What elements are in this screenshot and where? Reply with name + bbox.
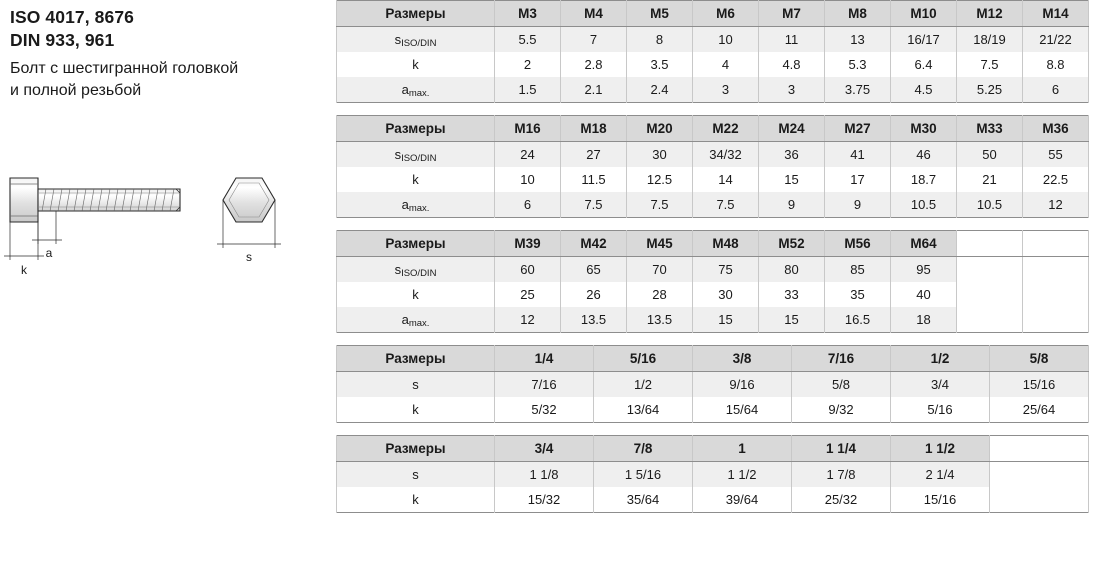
cell: 50 [957, 142, 1023, 168]
table-wrapper-metric-2 [336, 115, 1104, 218]
header-dimensions: Размеры [337, 116, 495, 142]
cell: 18.7 [891, 167, 957, 192]
col-header: M48 [693, 231, 759, 257]
table-row [337, 307, 1089, 333]
cell: 10 [693, 27, 759, 53]
cell: 13.5 [561, 307, 627, 333]
table-row [337, 487, 1089, 513]
cell: 5.3 [825, 52, 891, 77]
cell: 11 [759, 27, 825, 53]
col-header: M12 [957, 1, 1023, 27]
cell: 14 [693, 167, 759, 192]
cell: 5/16 [891, 397, 990, 423]
cell: 28 [627, 282, 693, 307]
col-header: M56 [825, 231, 891, 257]
col-header: M3 [495, 1, 561, 27]
row-label-s: s [337, 462, 495, 488]
table-row [337, 397, 1089, 423]
header-dimensions: Размеры [337, 231, 495, 257]
header-dimensions: Размеры [337, 1, 495, 27]
table-row [337, 167, 1089, 192]
cell: 10.5 [891, 192, 957, 218]
cell: 12.5 [627, 167, 693, 192]
cell-empty [1023, 282, 1089, 307]
cell: 4 [693, 52, 759, 77]
cell: 85 [825, 257, 891, 283]
cell: 46 [891, 142, 957, 168]
col-header: M7 [759, 1, 825, 27]
cell-empty [990, 462, 1089, 488]
col-header: M39 [495, 231, 561, 257]
cell: 1/2 [594, 372, 693, 398]
cell: 5/8 [792, 372, 891, 398]
cell: 15/16 [891, 487, 990, 513]
cell: 11.5 [561, 167, 627, 192]
table-header-row [337, 1, 1089, 27]
cell: 9/16 [693, 372, 792, 398]
cell: 15 [759, 167, 825, 192]
cell: 34/32 [693, 142, 759, 168]
col-header: 5/8 [990, 346, 1089, 372]
description-line-2: и полной резьбой [10, 82, 142, 99]
cell: 24 [495, 142, 561, 168]
cell: 21/22 [1023, 27, 1089, 53]
cell: 25/64 [990, 397, 1089, 423]
cell: 13.5 [627, 307, 693, 333]
header-dimensions: Размеры [337, 436, 495, 462]
row-label-s-iso-din: sISO/DIN [337, 257, 495, 283]
cell: 22.5 [1023, 167, 1089, 192]
cell-empty [1023, 257, 1089, 283]
table-wrapper-metric-3 [336, 230, 1104, 333]
col-header: M8 [825, 1, 891, 27]
cell: 35/64 [594, 487, 693, 513]
col-header: M36 [1023, 116, 1089, 142]
cell: 10.5 [957, 192, 1023, 218]
cell: 40 [891, 282, 957, 307]
table-row [337, 27, 1089, 53]
cell: 15 [759, 307, 825, 333]
cell: 7.5 [627, 192, 693, 218]
col-header: 1 1/4 [792, 436, 891, 462]
table-row [337, 142, 1089, 168]
cell: 13 [825, 27, 891, 53]
table-inch-quarter-to-five-eighths [336, 345, 1089, 423]
cell-empty [957, 282, 1023, 307]
row-label-k: k [337, 52, 495, 77]
cell: 5.25 [957, 77, 1023, 103]
cell: 60 [495, 257, 561, 283]
col-header: 1/2 [891, 346, 990, 372]
table-metric-m39-m64 [336, 230, 1089, 333]
header-dimensions: Размеры [337, 346, 495, 372]
cell: 30 [693, 282, 759, 307]
cell: 17 [825, 167, 891, 192]
cell: 1 1/8 [495, 462, 594, 488]
cell: 1 5/16 [594, 462, 693, 488]
col-header: M6 [693, 1, 759, 27]
col-header: M20 [627, 116, 693, 142]
cell: 41 [825, 142, 891, 168]
cell: 30 [627, 142, 693, 168]
cell: 6 [495, 192, 561, 218]
cell: 9/32 [792, 397, 891, 423]
col-header-empty [957, 231, 1023, 257]
left-info-panel [0, 0, 336, 566]
cell-empty [957, 307, 1023, 333]
col-header: M45 [627, 231, 693, 257]
col-header: 3/4 [495, 436, 594, 462]
dimension-label-s: s [246, 250, 252, 264]
row-label-k: k [337, 487, 495, 513]
cell: 25 [495, 282, 561, 307]
table-wrapper-inch-1 [336, 345, 1104, 423]
standard-line-1: ISO 4017, 8676 [10, 7, 134, 27]
cell: 16.5 [825, 307, 891, 333]
table-inch-three-quarters-to-one-and-half [336, 435, 1089, 513]
cell: 39/64 [693, 487, 792, 513]
cell: 6 [1023, 77, 1089, 103]
cell: 16/17 [891, 27, 957, 53]
cell: 9 [759, 192, 825, 218]
cell: 5.5 [495, 27, 561, 53]
row-label-s-iso-din: sISO/DIN [337, 27, 495, 53]
row-label-s-iso-din: sISO/DIN [337, 142, 495, 168]
row-label-k: k [337, 397, 495, 423]
col-header: M24 [759, 116, 825, 142]
cell-empty [990, 487, 1089, 513]
title-block [10, 6, 336, 102]
col-header: 1/4 [495, 346, 594, 372]
table-header-row [337, 346, 1089, 372]
table-row [337, 192, 1089, 218]
cell: 7.5 [693, 192, 759, 218]
dimension-tables [336, 0, 1104, 525]
cell: 27 [561, 142, 627, 168]
col-header: M33 [957, 116, 1023, 142]
cell: 26 [561, 282, 627, 307]
col-header: 7/16 [792, 346, 891, 372]
col-header: M5 [627, 1, 693, 27]
col-header: 5/16 [594, 346, 693, 372]
cell: 75 [693, 257, 759, 283]
table-row [337, 462, 1089, 488]
table-row [337, 52, 1089, 77]
cell: 3/4 [891, 372, 990, 398]
table-wrapper-metric-1 [336, 0, 1104, 103]
cell: 18/19 [957, 27, 1023, 53]
cell: 3 [759, 77, 825, 103]
col-header: M64 [891, 231, 957, 257]
table-header-row [337, 231, 1089, 257]
col-header-empty [1023, 231, 1089, 257]
cell: 9 [825, 192, 891, 218]
cell: 4.8 [759, 52, 825, 77]
col-header: M52 [759, 231, 825, 257]
cell: 13/64 [594, 397, 693, 423]
cell: 7/16 [495, 372, 594, 398]
cell: 36 [759, 142, 825, 168]
cell: 80 [759, 257, 825, 283]
row-label-a-max: amax. [337, 192, 495, 218]
cell: 1.5 [495, 77, 561, 103]
col-header: 1 [693, 436, 792, 462]
bolt-technical-drawing [4, 160, 334, 280]
cell: 15/32 [495, 487, 594, 513]
table-wrapper-inch-2 [336, 435, 1104, 513]
cell: 1 1/2 [693, 462, 792, 488]
cell: 33 [759, 282, 825, 307]
col-header: M27 [825, 116, 891, 142]
row-label-s: s [337, 372, 495, 398]
cell: 95 [891, 257, 957, 283]
bolt-hex-head-view [223, 178, 275, 222]
row-label-k: k [337, 167, 495, 192]
cell: 25/32 [792, 487, 891, 513]
cell: 3.75 [825, 77, 891, 103]
standard-line-2: DIN 933, 961 [10, 30, 115, 50]
col-header: M22 [693, 116, 759, 142]
table-metric-m3-m14 [336, 0, 1089, 103]
cell: 2 1/4 [891, 462, 990, 488]
bolt-side-view [10, 178, 180, 222]
table-row [337, 282, 1089, 307]
cell: 8 [627, 27, 693, 53]
cell: 12 [495, 307, 561, 333]
cell: 8.8 [1023, 52, 1089, 77]
cell: 3 [693, 77, 759, 103]
cell: 55 [1023, 142, 1089, 168]
cell: 12 [1023, 192, 1089, 218]
cell: 65 [561, 257, 627, 283]
cell: 7.5 [561, 192, 627, 218]
cell: 21 [957, 167, 1023, 192]
cell: 2.1 [561, 77, 627, 103]
cell: 70 [627, 257, 693, 283]
dimension-label-k: k [21, 263, 27, 277]
cell: 15/16 [990, 372, 1089, 398]
table-row [337, 77, 1089, 103]
cell: 7 [561, 27, 627, 53]
cell: 7.5 [957, 52, 1023, 77]
cell: 2 [495, 52, 561, 77]
col-header: 7/8 [594, 436, 693, 462]
cell: 5/32 [495, 397, 594, 423]
cell: 1 7/8 [792, 462, 891, 488]
cell: 2.8 [561, 52, 627, 77]
table-header-row [337, 116, 1089, 142]
product-description [10, 58, 336, 102]
cell: 18 [891, 307, 957, 333]
col-header: 3/8 [693, 346, 792, 372]
col-header: M42 [561, 231, 627, 257]
col-header: M10 [891, 1, 957, 27]
col-header-empty [990, 436, 1089, 462]
col-header: M18 [561, 116, 627, 142]
table-metric-m16-m36 [336, 115, 1089, 218]
row-label-k: k [337, 282, 495, 307]
description-line-1: Болт с шестигранной головкой [10, 60, 239, 77]
cell: 2.4 [627, 77, 693, 103]
cell: 15 [693, 307, 759, 333]
dimension-label-a: a [45, 246, 53, 260]
table-header-row [337, 436, 1089, 462]
col-header: M30 [891, 116, 957, 142]
cell: 6.4 [891, 52, 957, 77]
cell: 10 [495, 167, 561, 192]
col-header: M16 [495, 116, 561, 142]
table-row [337, 257, 1089, 283]
col-header: M14 [1023, 1, 1089, 27]
table-row [337, 372, 1089, 398]
cell-empty [957, 257, 1023, 283]
row-label-a-max: amax. [337, 307, 495, 333]
cell: 35 [825, 282, 891, 307]
cell: 4.5 [891, 77, 957, 103]
col-header: M4 [561, 1, 627, 27]
cell: 15/64 [693, 397, 792, 423]
cell: 3.5 [627, 52, 693, 77]
col-header: 1 1/2 [891, 436, 990, 462]
cell-empty [1023, 307, 1089, 333]
bolt-drawing-svg [4, 160, 334, 280]
row-label-a-max: amax. [337, 77, 495, 103]
